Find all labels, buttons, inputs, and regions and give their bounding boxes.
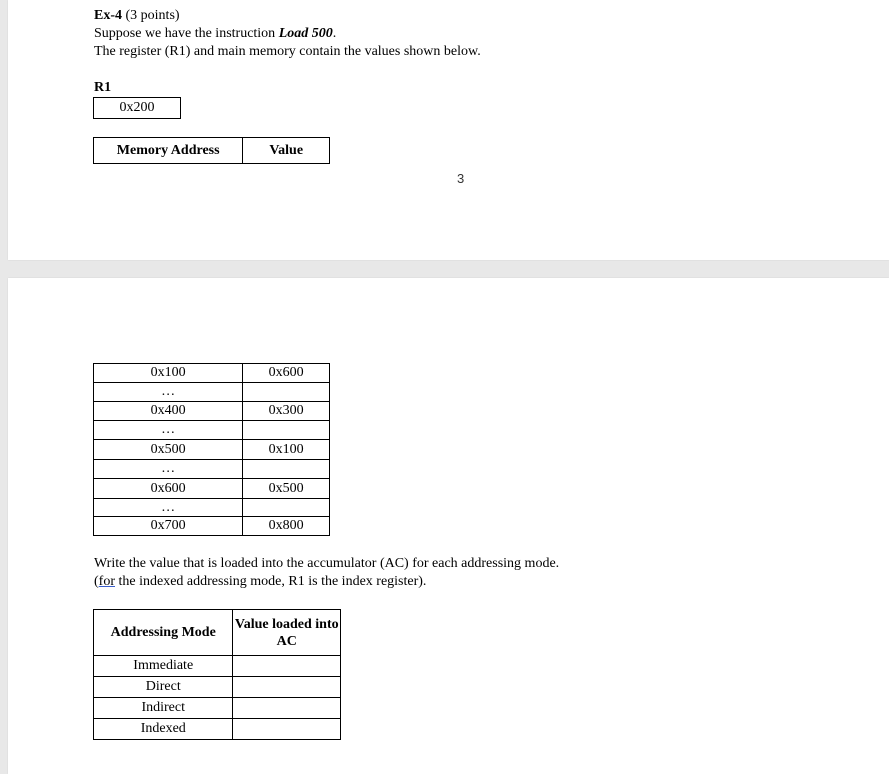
table-row bbox=[94, 517, 330, 536]
question-line-1: Write the value that is loaded into the accumulator (AC) for each addressing mode. bbox=[94, 556, 560, 571]
instruction-text: Load 500 bbox=[278, 26, 333, 41]
answer-cell[interactable] bbox=[233, 719, 341, 740]
intro-sentence: Suppose we have the instruction Load 500. bbox=[94, 26, 337, 41]
table-row bbox=[94, 499, 330, 517]
answer-cell[interactable] bbox=[233, 677, 341, 698]
addressing-modes-table bbox=[93, 609, 341, 740]
memory-address-cell: … bbox=[94, 383, 243, 402]
memory-value-cell: 0x100 bbox=[243, 440, 330, 460]
table-row bbox=[94, 402, 330, 421]
memory-address-cell: 0x700 bbox=[94, 517, 243, 536]
answer-cell[interactable] bbox=[233, 698, 341, 719]
exercise-label: Ex-4 bbox=[94, 8, 122, 23]
table-row bbox=[94, 364, 330, 383]
register-value-box: 0x200 bbox=[93, 97, 181, 119]
table-row bbox=[94, 421, 330, 440]
table-row bbox=[94, 698, 341, 719]
memory-value-cell bbox=[243, 383, 330, 402]
memory-address-header: Memory Address bbox=[94, 138, 243, 164]
register-label: R1 bbox=[94, 80, 112, 95]
addressing-mode-header: Addressing Mode bbox=[94, 610, 233, 656]
answer-cell[interactable] bbox=[233, 656, 341, 677]
memory-address-cell: 0x400 bbox=[94, 402, 243, 421]
mode-cell: Indirect bbox=[94, 698, 233, 719]
memory-table-header bbox=[93, 137, 330, 164]
memory-value-cell bbox=[243, 460, 330, 479]
document-page-1 bbox=[8, 0, 889, 260]
memory-value-cell bbox=[243, 421, 330, 440]
table-row bbox=[94, 656, 341, 677]
table-row bbox=[94, 677, 341, 698]
memory-address-cell: … bbox=[94, 421, 243, 440]
memory-address-cell: 0x500 bbox=[94, 440, 243, 460]
memory-value-cell: 0x500 bbox=[243, 479, 330, 499]
memory-value-cell bbox=[243, 499, 330, 517]
memory-address-cell: 0x100 bbox=[94, 364, 243, 383]
table-row bbox=[94, 383, 330, 402]
table-row bbox=[94, 479, 330, 499]
memory-value-cell: 0x300 bbox=[243, 402, 330, 421]
mode-cell: Immediate bbox=[94, 656, 233, 677]
table-row bbox=[94, 719, 341, 740]
memory-table bbox=[93, 363, 330, 536]
exercise-title bbox=[94, 7, 180, 25]
question-line-2: (for the indexed addressing mode, R1 is the index register). bbox=[94, 574, 427, 589]
memory-address-cell: … bbox=[94, 460, 243, 479]
page-number: 3 bbox=[457, 171, 465, 186]
memory-address-cell: 0x600 bbox=[94, 479, 243, 499]
table-row bbox=[94, 440, 330, 460]
mode-cell: Direct bbox=[94, 677, 233, 698]
memory-value-cell: 0x800 bbox=[243, 517, 330, 536]
memory-address-cell: … bbox=[94, 499, 243, 517]
document-page-2 bbox=[8, 278, 889, 774]
question-link-word: for bbox=[98, 574, 115, 589]
value-header: Value bbox=[243, 138, 330, 164]
register-sentence: The register (R1) and main memory contain the values shown below. bbox=[94, 44, 481, 59]
exercise-points: (3 points) bbox=[122, 8, 180, 23]
table-row bbox=[94, 460, 330, 479]
mode-cell: Indexed bbox=[94, 719, 233, 740]
memory-value-cell: 0x600 bbox=[243, 364, 330, 383]
value-loaded-header: Value loaded into AC bbox=[233, 610, 341, 656]
table-header-row bbox=[94, 610, 341, 656]
